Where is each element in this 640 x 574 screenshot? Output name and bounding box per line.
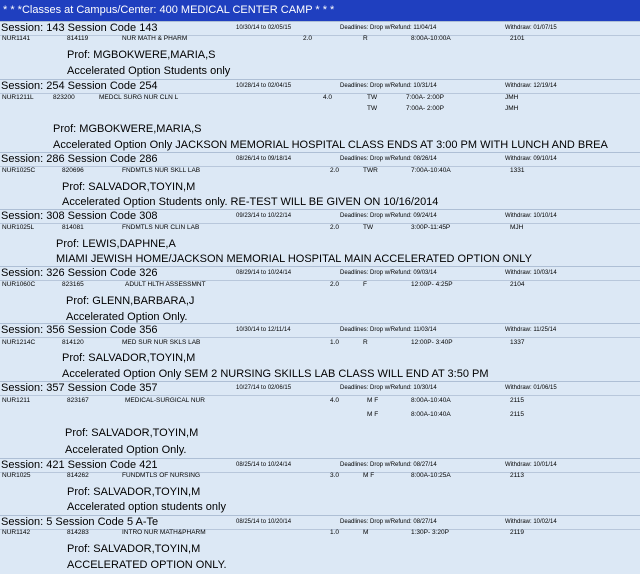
instructor: Prof: MGBOKWERE,MARIA,S (53, 123, 202, 135)
meeting-room: JMH (505, 94, 519, 101)
session-dates: 08/25/14 to 10/24/14 (236, 462, 292, 468)
course-title: ADULT HLTH ASSESSMNT (125, 281, 206, 288)
credits: 4.0 (323, 94, 333, 101)
course-number: NUR1211 (2, 397, 31, 404)
course-number: NUR1060C (2, 281, 36, 288)
instructor: Prof: MGBOKWERE,MARIA,S (67, 49, 216, 61)
meeting-days: TW (363, 224, 374, 231)
meeting-days: F (363, 281, 367, 288)
credits: 1.0 (330, 339, 340, 346)
course-title: FNDMTLS NUR CLIN LAB (122, 224, 200, 231)
meeting-time: 3:00P-11:45P (411, 224, 451, 231)
meeting-days: M F (367, 411, 379, 418)
session-dates: 10/28/14 to 02/04/15 (236, 83, 292, 89)
session-title: Session: 356 Session Code 356 (1, 324, 158, 336)
credits: 2.0 (330, 224, 340, 231)
course-note: ACCELERATED OPTION ONLY. (67, 559, 227, 571)
meeting-room: MJH (510, 224, 524, 231)
course-note: Accelerated Option Only SEM 2 NURSING SKILLS LAB CLASS WILL END AT 3:50 PM (62, 368, 489, 380)
session-dates: 10/30/14 to 12/11/14 (236, 327, 291, 333)
session-title: Session: 5 Session Code 5 A-Te (1, 516, 159, 528)
session-title: Session: 326 Session Code 326 (1, 267, 158, 279)
crn-number: 814119 (67, 35, 89, 42)
course-title: MED SUR NUR SKLS LAB (122, 339, 201, 346)
course-number: NUR1211L (2, 94, 34, 101)
withdraw-deadline: Withdraw: 12/19/14 (505, 83, 557, 89)
session-title: Session: 421 Session Code 421 (1, 459, 158, 471)
meeting-room: 2101 (510, 35, 525, 42)
drop-deadline: Deadlines: Drop w/Refund: 11/03/14 (340, 327, 437, 333)
meeting-days: TW (367, 94, 378, 101)
meeting-time: 8:00A-10:25A (411, 472, 451, 479)
course-number: NUR1214C (2, 339, 36, 346)
course-number: NUR1141 (2, 35, 31, 42)
course-note: Accelerated option students only (67, 501, 226, 513)
withdraw-deadline: Withdraw: 11/25/14 (505, 327, 557, 333)
meeting-time: 8:00A-10:00A (411, 35, 451, 42)
meeting-days: TWR (363, 167, 378, 174)
course-number: NUR1025L (2, 224, 35, 231)
drop-deadline: Deadlines: Drop w/Refund: 10/31/14 (340, 83, 437, 89)
meeting-time: 12:00P- 3:40P (411, 339, 453, 346)
withdraw-deadline: Withdraw: 10/10/14 (505, 213, 557, 219)
credits: 2.0 (330, 281, 340, 288)
crn-number: 823165 (62, 281, 84, 288)
drop-deadline: Deadlines: Drop w/Refund: 09/03/14 (340, 270, 437, 276)
session-dates: 08/29/14 to 10/24/14 (236, 270, 292, 276)
session-title: Session: 254 Session Code 254 (1, 80, 158, 92)
crn-number: 820696 (62, 167, 84, 174)
instructor: Prof: LEWIS,DAPHNE,A (56, 238, 176, 250)
withdraw-deadline: Withdraw: 10/03/14 (505, 270, 557, 276)
meeting-room: 2113 (510, 472, 524, 479)
meeting-room: 2115 (510, 411, 524, 418)
meeting-days: M F (367, 397, 379, 404)
meeting-room: JMH (505, 105, 519, 112)
instructor: Prof: SALVADOR,TOYIN,M (67, 543, 201, 555)
instructor: Prof: GLENN,BARBARA,J (66, 295, 195, 307)
meeting-days: M F (363, 472, 375, 479)
crn-number: 814120 (62, 339, 84, 346)
course-title: FNDMTLS NUR SKLL LAB (122, 167, 201, 174)
credits: 2.0 (330, 167, 340, 174)
session-dates: 08/25/14 to 10/20/14 (236, 519, 292, 525)
instructor: Prof: SALVADOR,TOYIN,M (62, 352, 196, 364)
course-title: MEDICAL-SURGICAL NUR (125, 397, 205, 404)
meeting-room: 2115 (510, 397, 524, 404)
withdraw-deadline: Withdraw: 10/02/14 (505, 519, 557, 525)
campus-header: * * *Classes at Campus/Center: 400 MEDICAL CENTER CAMP * * * (0, 0, 640, 21)
meeting-room: 1331 (510, 167, 525, 174)
meeting-time: 7:00A-10:40A (411, 167, 451, 174)
drop-deadline: Deadlines: Drop w/Refund: 08/27/14 (340, 462, 437, 468)
course-title: NUR MATH & PHARM (122, 35, 188, 42)
crn-number: 814262 (67, 472, 89, 479)
session-dates: 10/30/14 to 02/05/15 (236, 25, 292, 31)
drop-deadline: Deadlines: Drop w/Refund: 08/27/14 (340, 519, 437, 525)
drop-deadline: Deadlines: Drop w/Refund: 10/30/14 (340, 385, 437, 391)
course-number: NUR1142 (2, 529, 31, 536)
crn-number: 814081 (62, 224, 84, 231)
course-note: MIAMI JEWISH HOME/JACKSON MEMORIAL HOSPITAL MAIN ACCELERATED OPTION ONLY (56, 253, 532, 265)
course-title: INTRO NUR MATH&PHARM (122, 529, 206, 536)
meeting-days: R (363, 35, 368, 42)
meeting-room: 1337 (510, 339, 525, 346)
withdraw-deadline: Withdraw: 10/01/14 (505, 462, 557, 468)
credits: 3.0 (330, 472, 340, 479)
meeting-days: R (363, 339, 368, 346)
session-title: Session: 143 Session Code 143 (1, 22, 158, 34)
course-title: FUNDMTLS OF NURSING (122, 472, 200, 479)
withdraw-deadline: Withdraw: 01/07/15 (505, 25, 557, 31)
meeting-days: M (363, 529, 369, 536)
crn-number: 823200 (53, 94, 75, 101)
crn-number: 814283 (67, 529, 89, 536)
instructor: Prof: SALVADOR,TOYIN,M (62, 181, 196, 193)
course-note: Accelerated Option Students only (67, 65, 231, 77)
instructor: Prof: SALVADOR,TOYIN,M (65, 427, 199, 439)
course-note: Accelerated Option Only. (65, 444, 187, 456)
meeting-time: 8:00A-10:40A (411, 397, 451, 404)
withdraw-deadline: Withdraw: 09/10/14 (505, 156, 557, 162)
course-number: NUR1025 (2, 472, 31, 479)
session-title: Session: 308 Session Code 308 (1, 210, 158, 222)
withdraw-deadline: Withdraw: 01/06/15 (505, 385, 557, 391)
session-title: Session: 286 Session Code 286 (1, 153, 158, 165)
meeting-time: 12:00P- 4:25P (411, 281, 453, 288)
drop-deadline: Deadlines: Drop w/Refund: 09/24/14 (340, 213, 437, 219)
session-dates: 10/27/14 to 02/06/15 (236, 385, 292, 391)
meeting-time: 1:30P- 3:20P (411, 529, 449, 536)
course-note: Accelerated Option Students only. RE-TEST WILL BE GIVEN ON 10/16/2014 (62, 196, 439, 208)
course-note: Accelerated Option Only. (66, 311, 188, 323)
meeting-room: 2104 (510, 281, 525, 288)
meeting-time: 8:00A-10:40A (411, 411, 451, 418)
credits: 2.0 (303, 35, 313, 42)
meeting-room: 2119 (510, 529, 524, 536)
course-note: Accelerated Option Only JACKSON MEMORIAL HOSPITAL CLASS ENDS AT 3:00 PM WITH LUNCH AND BREA (53, 139, 608, 151)
crn-number: 823167 (67, 397, 89, 404)
course-title: MEDCL SURG NUR CLN L (99, 94, 179, 101)
session-dates: 09/23/14 to 10/22/14 (236, 213, 292, 219)
session-dates: 08/26/14 to 09/18/14 (236, 156, 292, 162)
session-title: Session: 357 Session Code 357 (1, 382, 158, 394)
drop-deadline: Deadlines: Drop w/Refund: 11/04/14 (340, 25, 437, 31)
credits: 1.0 (330, 529, 340, 536)
drop-deadline: Deadlines: Drop w/Refund: 08/26/14 (340, 156, 437, 162)
meeting-time: 7:00A- 2:00P (406, 105, 444, 112)
credits: 4.0 (330, 397, 340, 404)
instructor: Prof: SALVADOR,TOYIN,M (67, 486, 201, 498)
course-number: NUR1025C (2, 167, 36, 174)
meeting-days: TW (367, 105, 378, 112)
meeting-time: 7:00A- 2:00P (406, 94, 444, 101)
